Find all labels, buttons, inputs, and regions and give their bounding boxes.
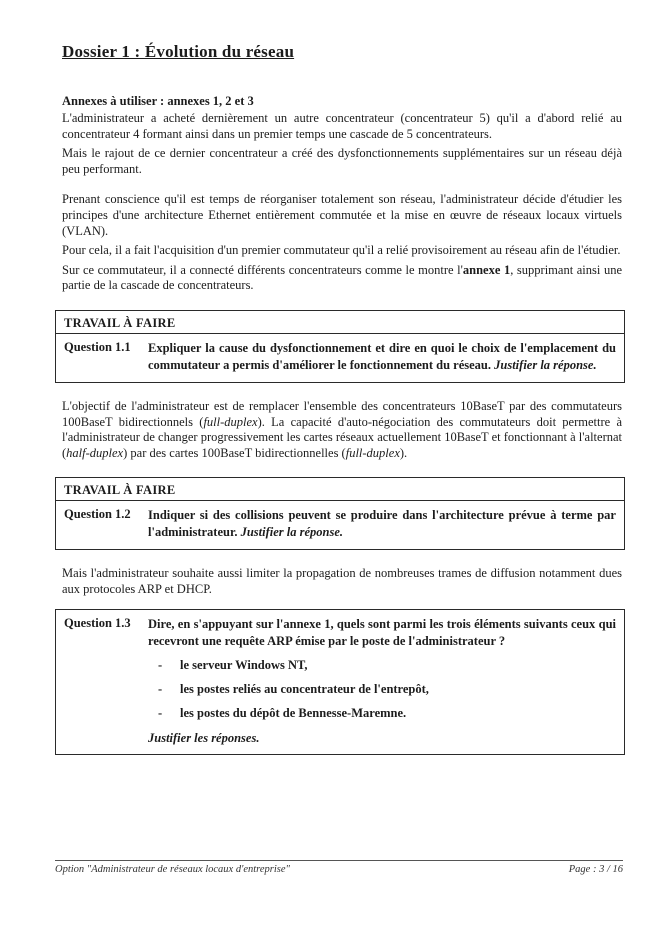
work-box-header: TRAVAIL À FAIRE <box>56 478 624 501</box>
paragraph-text: Prenant conscience qu'il est temps de réorganiser totalement son réseau, l'administrateur décide d'étudier les principes d'une architecture Ethernet entièrement commutée et la mise en œuvre de réseaux locaux virtuels (VLAN). <box>62 192 622 238</box>
justify-instruction: Justifier la réponse. <box>240 525 344 540</box>
paragraph-reorganisation <box>62 192 622 239</box>
question-statement: Indiquer si des collisions peuvent se produire dans l'architecture prévue à terme par l'administrateur. <box>148 508 616 540</box>
term-full-duplex: full-duplex <box>203 414 258 429</box>
list-item <box>158 682 616 697</box>
paragraph-rajout <box>62 146 622 177</box>
question-label: Question 1.1 <box>64 339 131 354</box>
question-text <box>148 616 616 650</box>
list-item-text: le serveur Windows NT, <box>180 657 308 672</box>
question-1-1-row <box>56 334 624 382</box>
question-statement: Expliquer la cause du dysfonctionnement et dire en quoi le choix de l'emplacement du commutateur a permis d'améliorer le fonctionnement du réseau. <box>148 340 616 372</box>
question-1-2-row <box>56 501 624 549</box>
list-item-text: les postes reliés au concentrateur de l'entrepôt, <box>180 681 429 696</box>
page-footer <box>55 860 623 875</box>
annexes-heading: Annexes à utiliser : annexes 1, 2 et 3 <box>62 94 254 108</box>
paragraph-text: ). La capacité d'auto-négociation des commutateurs doit permettre à l'administrateur de changer progressivement les cartes réseaux actuellement 10BaseT et fonctionnant à l'alternat ( <box>62 414 623 460</box>
paragraph-text: L'administrateur a acheté dernièrement un autre concentrateur (concentrateur 5) qu'il a d'abord relié au concentrateur 4 formant ainsi dans un premier temps une cascade de 5 concentrateurs. <box>62 111 622 141</box>
question-label: Question 1.3 <box>64 615 131 630</box>
paragraph-text: Mais le rajout de ce dernier concentrateur a créé des dysfonctionnements supplémentaires sur un réseau déjà peu performant. <box>62 146 622 176</box>
question-text <box>148 507 616 541</box>
paragraph-text: Sur ce commutateur, il a connecté différents concentrateurs comme le montre l' <box>62 262 463 277</box>
list-item-text: les postes du dépôt de Bennesse-Maremne. <box>180 705 407 720</box>
paragraph-text: Pour cela, il a fait l'acquisition d'un premier commutateur qu'il a relié provisoirement au réseau afin de l'étudier. <box>62 243 621 258</box>
list-item <box>158 658 616 673</box>
paragraph-text: ). <box>399 445 408 460</box>
dash-bullet: - <box>158 705 163 720</box>
paragraph-objectif <box>62 399 622 461</box>
list-item <box>158 706 616 721</box>
paragraph-concentrateur-5 <box>62 111 622 142</box>
question-statement: Dire, en s'appuyant sur l'annexe 1, quels sont parmi les trois éléments suivants ceux qui recevront une requête ARP émise par le poste de l'administrateur ? <box>148 616 616 648</box>
justify-instruction: Justifier la réponse. <box>494 357 597 372</box>
term-full-duplex: full-duplex <box>345 445 400 460</box>
annexe-1-reference: annexe 1 <box>462 262 511 277</box>
paragraph-diffusion <box>62 566 622 597</box>
dash-bullet: - <box>158 657 163 672</box>
paragraph-text: ) par des cartes 100BaseT bidirectionnelles ( <box>123 445 346 460</box>
footer-page-number: Page : 3 / 16 <box>568 864 623 875</box>
answer-options-list <box>158 658 616 721</box>
footer-option-label: Option "Administrateur de réseaux locaux d'entreprise" <box>55 864 290 875</box>
work-box-question-1-1 <box>55 310 625 383</box>
question-1-3-row <box>56 610 624 754</box>
paragraph-commutateur-annexe <box>62 263 622 294</box>
paragraph-text: L'objectif de l'administrateur est de remplacer l'ensemble des concentrateurs 10BaseT par des commutateurs 100BaseT bidirectionnels ( <box>62 398 622 429</box>
question-text <box>148 340 616 374</box>
justify-instruction: Justifier les réponses. <box>148 730 260 745</box>
paragraph-acquisition <box>62 243 622 259</box>
work-box-header: TRAVAIL À FAIRE <box>56 311 624 334</box>
page-title: Dossier 1 : Évolution du réseau <box>62 42 295 61</box>
dash-bullet: - <box>158 681 163 696</box>
work-box-question-1-2 <box>55 477 625 550</box>
document-page <box>62 36 622 771</box>
work-box-question-1-3 <box>55 609 625 755</box>
term-half-duplex: half-duplex <box>66 445 124 460</box>
paragraph-text: Mais l'administrateur souhaite aussi limiter la propagation de nombreuses trames de diffusion notamment dues aux protocoles ARP et DHCP. <box>62 566 622 596</box>
paragraph-text: , supprimant ainsi une partie de la cascade de concentrateurs. <box>62 262 623 293</box>
question-label: Question 1.2 <box>64 507 131 522</box>
